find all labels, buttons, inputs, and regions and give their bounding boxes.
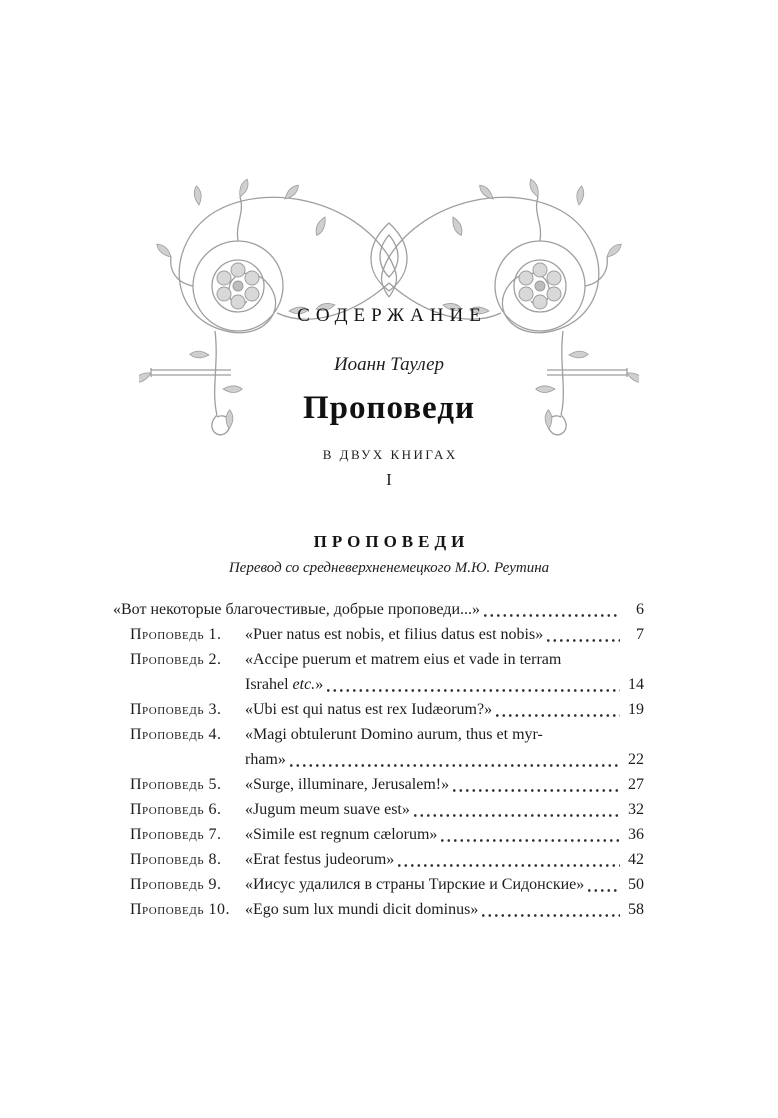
toc-entry-body bbox=[245, 897, 644, 922]
book-title: Проповеди bbox=[303, 390, 475, 426]
dot-leader bbox=[584, 872, 622, 897]
toc-entry-title-line1: «Accipe puerum et matrem eius et vade in terram bbox=[245, 651, 562, 668]
toc-entry-body bbox=[245, 697, 644, 722]
page-number: 6 bbox=[636, 601, 644, 618]
dot-leader bbox=[492, 697, 622, 722]
dot-leader bbox=[478, 897, 622, 922]
toc-entry-title: «Jugum meum suave est» bbox=[245, 801, 410, 818]
toc-entry bbox=[113, 797, 644, 822]
toc-entry bbox=[113, 772, 644, 797]
volume-numeral: I bbox=[386, 470, 392, 489]
toc-entry-label: Проповедь 10. bbox=[130, 901, 231, 918]
toc-entry-label: Проповедь 1. bbox=[130, 626, 222, 643]
toc-entry-title: «Ego sum lux mundi dicit dominus» bbox=[245, 901, 479, 918]
toc-entry-body bbox=[245, 797, 644, 822]
toc-entry-body bbox=[245, 847, 644, 872]
toc-entry-body bbox=[113, 597, 644, 622]
toc-entry-body bbox=[245, 772, 644, 797]
toc-entry-body bbox=[245, 622, 644, 647]
toc-entry-title-line bbox=[113, 597, 644, 622]
page-number: 50 bbox=[628, 876, 644, 893]
dot-leader bbox=[543, 622, 622, 647]
toc-entry-body bbox=[245, 647, 644, 697]
page-number: 19 bbox=[628, 701, 644, 718]
toc-entry-title-line bbox=[245, 897, 644, 922]
toc-entry bbox=[113, 822, 644, 847]
toc-entry-title-line bbox=[245, 847, 644, 872]
toc-entry-title: «Puer natus est nobis, et filius datus est nobis» bbox=[245, 626, 544, 643]
translation-note: Перевод со средневерхненемецкого М.Ю. Реутина bbox=[228, 560, 550, 576]
toc-entry-title: «Surge, illuminare, Jerusalem!» bbox=[245, 776, 450, 793]
toc-entry-body bbox=[245, 872, 644, 897]
toc-entry-title-line bbox=[245, 672, 644, 697]
toc-entry-title: «Ubi est qui natus est rex Iudæorum?» bbox=[245, 701, 493, 718]
dot-leader bbox=[410, 797, 622, 822]
toc-entry-title-line bbox=[245, 772, 644, 797]
dot-leader bbox=[480, 597, 622, 622]
dot-leader bbox=[286, 747, 622, 772]
toc-entry-title: «Вот некоторые благочестивые, добрые проповеди...» bbox=[113, 601, 480, 618]
toc-entry bbox=[113, 647, 644, 697]
toc-entry-label: Проповедь 3. bbox=[130, 701, 222, 718]
page-number: 22 bbox=[628, 751, 644, 768]
page-number: 58 bbox=[628, 901, 644, 918]
toc-entry-label: Проповедь 4. bbox=[130, 726, 222, 743]
toc-entry-title-line bbox=[245, 822, 644, 847]
dot-leader bbox=[449, 772, 622, 797]
toc-entry-title-line bbox=[245, 747, 644, 772]
toc-entry-body bbox=[245, 722, 644, 772]
contents-heading: СОДЕРЖАНИЕ bbox=[297, 305, 487, 326]
toc-entry bbox=[113, 697, 644, 722]
toc-entry-title: «Иисус удалился в страны Тирские и Сидонские» bbox=[245, 876, 585, 893]
toc-entry-title: rham» bbox=[245, 751, 286, 768]
toc-entry bbox=[113, 897, 644, 922]
toc-entry-title-line bbox=[245, 797, 644, 822]
dot-leader bbox=[394, 847, 622, 872]
toc-entry bbox=[113, 622, 644, 647]
toc-entry-title: «Simile est regnum cælorum» bbox=[245, 826, 438, 843]
page-number: 7 bbox=[636, 626, 644, 643]
toc-entry-title: Israhel etc.» bbox=[245, 676, 324, 693]
toc-entry-title-line bbox=[245, 697, 644, 722]
page-number: 42 bbox=[628, 851, 644, 868]
section-title: ПРОПОВЕДИ bbox=[313, 532, 470, 551]
toc-entry-label: Проповедь 2. bbox=[130, 651, 222, 668]
edition-note: В ДВУХ КНИГАХ bbox=[322, 447, 458, 462]
toc-entry-title-line bbox=[245, 622, 644, 647]
toc-entry-title-line bbox=[245, 872, 644, 897]
toc-entry-label: Проповедь 8. bbox=[130, 851, 222, 868]
toc-entry bbox=[113, 597, 644, 622]
page-number: 27 bbox=[628, 776, 644, 793]
page-number: 36 bbox=[628, 826, 644, 843]
toc-entry-label: Проповедь 6. bbox=[130, 801, 222, 818]
toc-entry bbox=[113, 847, 644, 872]
toc-entry-label: Проповедь 5. bbox=[130, 776, 222, 793]
toc-entry bbox=[113, 872, 644, 897]
table-of-contents bbox=[113, 597, 644, 922]
toc-entry-label: Проповедь 7. bbox=[130, 826, 222, 843]
page-number: 32 bbox=[628, 801, 644, 818]
toc-entry bbox=[113, 722, 644, 772]
dot-leader bbox=[437, 822, 622, 847]
toc-entry-body bbox=[245, 822, 644, 847]
toc-entry-title-line1: «Magi obtulerunt Domino aurum, thus et myr- bbox=[245, 726, 543, 743]
author-name: Иоанн Таулер bbox=[333, 354, 445, 375]
page-number: 14 bbox=[628, 676, 644, 693]
toc-entry-label: Проповедь 9. bbox=[130, 876, 222, 893]
toc-entry-title: «Erat festus judeorum» bbox=[245, 851, 395, 868]
dot-leader bbox=[323, 672, 622, 697]
